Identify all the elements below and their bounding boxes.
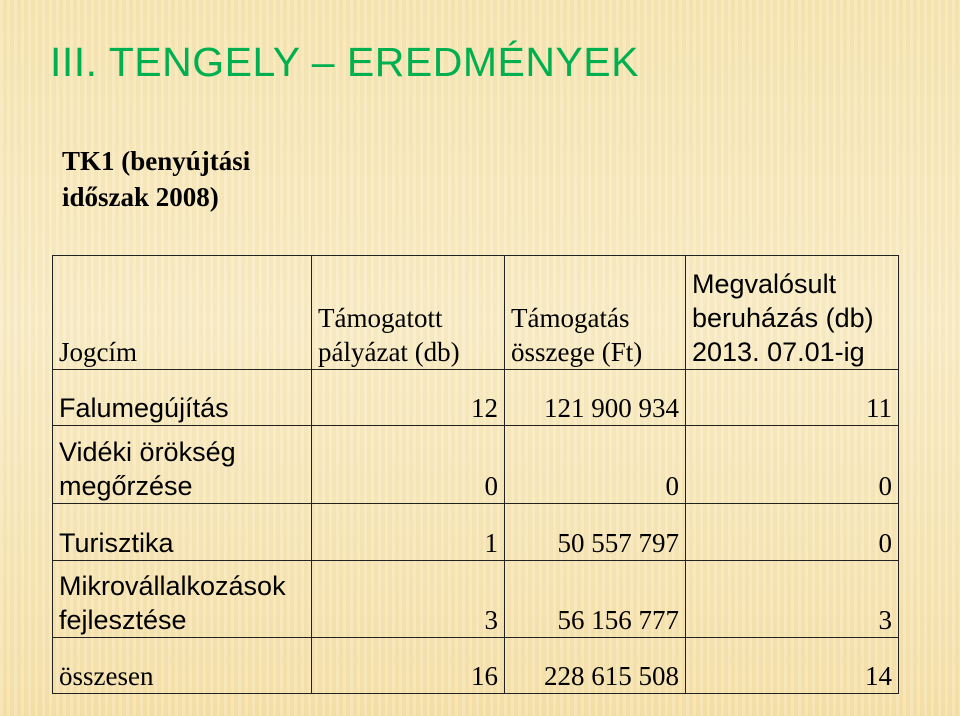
row-amount: 56 156 777 bbox=[505, 561, 686, 638]
row-realized: 11 bbox=[686, 370, 899, 426]
header-support-amount bbox=[505, 256, 686, 370]
row-count: 0 bbox=[312, 426, 505, 504]
results-table bbox=[52, 255, 899, 694]
header-line: Megvalósult bbox=[692, 269, 837, 299]
header-line: pályázat (db) bbox=[318, 337, 460, 367]
header-line: beruházás (db) bbox=[692, 303, 874, 333]
table-header-row bbox=[53, 256, 899, 370]
row-label-line: Falumegújítás bbox=[59, 393, 229, 423]
row-count: 12 bbox=[312, 370, 505, 426]
row-label bbox=[53, 504, 312, 561]
row-label-line: Turisztika bbox=[59, 528, 174, 558]
row-amount: 0 bbox=[505, 426, 686, 504]
total-amount: 228 615 508 bbox=[505, 638, 686, 694]
table-row bbox=[53, 504, 899, 561]
row-label-line: fejlesztése bbox=[59, 605, 187, 635]
row-label bbox=[53, 561, 312, 638]
header-realized-investments bbox=[686, 256, 899, 370]
header-line: Jogcím bbox=[59, 337, 137, 367]
total-count: 16 bbox=[312, 638, 505, 694]
table-row bbox=[53, 561, 899, 638]
row-realized: 0 bbox=[686, 426, 899, 504]
row-count: 3 bbox=[312, 561, 505, 638]
row-label-line: Mikrovállalkozások bbox=[59, 571, 286, 601]
slide-title: III. TENGELY – EREDMÉNYEK bbox=[50, 39, 639, 85]
header-supported-applications bbox=[312, 256, 505, 370]
subtitle-line: időszak 2008) bbox=[62, 182, 219, 212]
header-jogcim bbox=[53, 256, 312, 370]
table-row bbox=[53, 426, 899, 504]
row-label bbox=[53, 426, 312, 504]
subtitle-line: TK1 (benyújtási bbox=[62, 146, 251, 176]
table-total-row bbox=[53, 638, 899, 694]
row-realized: 0 bbox=[686, 504, 899, 561]
row-amount: 121 900 934 bbox=[505, 370, 686, 426]
header-line: Támogatás bbox=[511, 303, 630, 333]
header-line: 2013. 07.01-ig bbox=[692, 337, 865, 367]
header-line: összege (Ft) bbox=[511, 337, 643, 367]
row-realized: 3 bbox=[686, 561, 899, 638]
row-amount: 50 557 797 bbox=[505, 504, 686, 561]
total-label: összesen bbox=[53, 638, 312, 694]
row-label bbox=[53, 370, 312, 426]
header-line: Támogatott bbox=[318, 303, 443, 333]
table-row bbox=[53, 370, 899, 426]
row-label-line: Vidéki örökség bbox=[59, 437, 236, 467]
row-count: 1 bbox=[312, 504, 505, 561]
total-realized: 14 bbox=[686, 638, 899, 694]
slide-subtitle bbox=[62, 143, 342, 215]
row-label-line: megőrzése bbox=[59, 471, 193, 501]
